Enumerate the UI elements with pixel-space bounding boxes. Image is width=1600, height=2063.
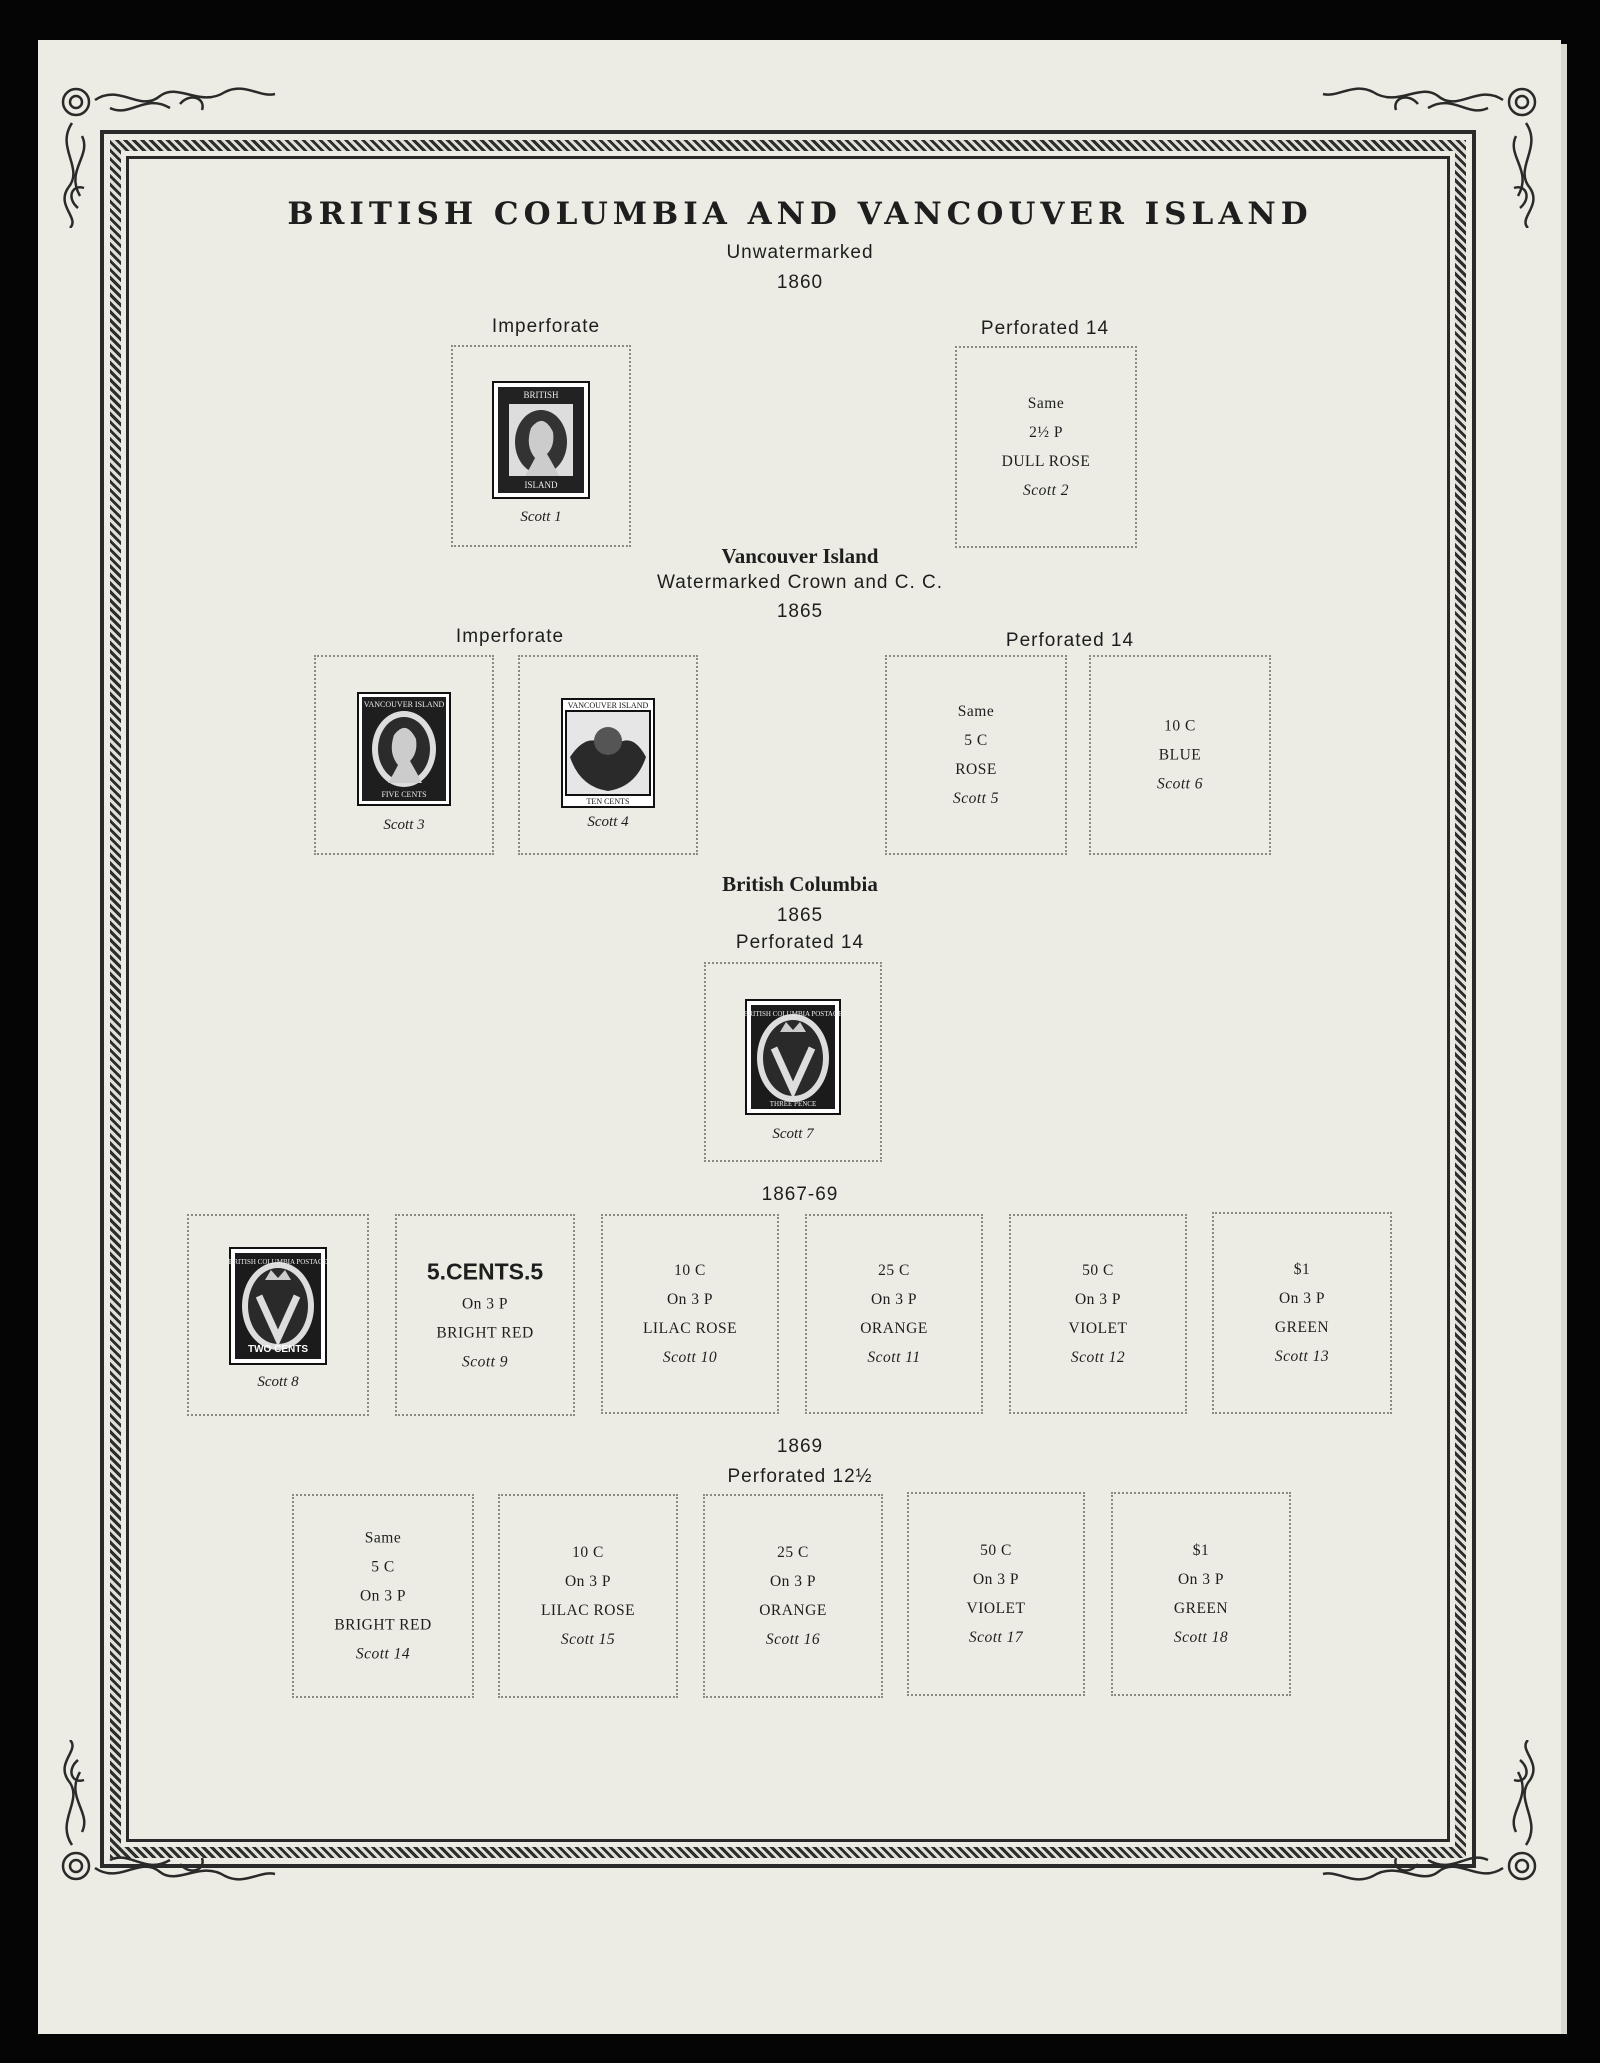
s10-line-2: On 3 P [666,1291,714,1308]
s2-year: 1865 [776,601,824,622]
s13-line-4: Scott 13 [1274,1348,1330,1365]
british-columbia-heading: British Columbia [722,872,878,896]
s16-line-3: ORANGE [759,1602,827,1619]
s6-line-3: Scott 6 [1156,775,1204,793]
s5-label: Perforated 12½ [727,1466,873,1487]
s11-line-4: Scott 11 [867,1349,921,1366]
stamp-space-scott-17[interactable] [907,1492,1085,1696]
s16-line-4: Scott 16 [765,1631,821,1648]
stamp-image-scott-3 [356,691,452,807]
s14-line-1: Same [364,1529,402,1547]
s15-line-3: LILAC ROSE [540,1602,636,1619]
s3-label: Perforated 14 [735,932,865,953]
stamp8-surcharge-text: TWO CENTS [248,1344,308,1355]
s12-line-1: 50 C [1082,1262,1114,1279]
page-title: BRITISH COLUMBIA AND VANCOUVER ISLAND [287,196,1313,232]
stamp-space-scott-8[interactable] [187,1214,369,1416]
s10-line-3: LILAC ROSE [642,1320,738,1337]
stamp-space-scott-10[interactable] [601,1214,779,1414]
s11-line-2: On 3 P [870,1291,918,1308]
caption-scott-1: Scott 1 [520,509,562,525]
s2-line-2: 2½ P [1029,424,1063,441]
s9-line-3: BRIGHT RED [436,1324,534,1342]
s1-left-label: Imperforate [491,316,601,337]
s2-left-label: Imperforate [455,626,565,647]
s17-line-1: 50 C [980,1542,1012,1559]
s11-line-1: 25 C [878,1262,910,1279]
stamp-space-scott-14[interactable] [292,1494,474,1698]
s18-line-1: $1 [1192,1542,1210,1559]
s3-year: 1865 [776,905,824,926]
s17-line-2: On 3 P [972,1571,1020,1588]
s13-line-1: $1 [1293,1261,1311,1278]
s6-line-1: 10 C [1164,717,1196,735]
s18-line-3: GREEN [1173,1600,1229,1617]
s14-line-5: Scott 14 [355,1645,411,1663]
s13-line-3: GREEN [1274,1319,1330,1336]
caption-scott-3: Scott 3 [383,817,425,833]
s18-line-4: Scott 18 [1173,1629,1229,1646]
stamp-space-scott-16[interactable] [703,1494,883,1698]
s4-year: 1867-69 [761,1184,839,1205]
s6-line-2: BLUE [1158,746,1202,764]
s2-line-4: Scott 2 [1022,482,1070,499]
s9-line-4: Scott 9 [461,1353,509,1371]
s13-line-2: On 3 P [1278,1290,1326,1307]
stamp-space-scott-2[interactable] [955,346,1137,548]
s12-line-2: On 3 P [1074,1291,1122,1308]
s10-line-1: 10 C [674,1262,706,1279]
s5-line-4: Scott 5 [952,790,1000,807]
s17-line-3: VIOLET [966,1600,1026,1617]
stamp4-bottom-text: TEN CENTS [586,797,630,806]
caption-scott-8: Scott 8 [257,1374,299,1390]
stamp-space-scott-4[interactable] [518,655,698,855]
s17-line-4: Scott 17 [968,1629,1024,1646]
s16-line-1: 25 C [777,1544,809,1561]
s2-right-label: Perforated 14 [1005,630,1135,651]
stamp-space-scott-6[interactable] [1089,655,1271,855]
s12-line-3: VIOLET [1068,1320,1128,1337]
stamp7-top-text: BRITISH COLUMBIA POSTAGE [744,1010,842,1018]
stamp3-bottom-text: FIVE CENTS [381,790,427,799]
stamp-image-scott-1 [491,380,591,500]
stamp-space-scott-1[interactable] [451,345,631,547]
s18-line-2: On 3 P [1177,1571,1225,1588]
caption-scott-4: Scott 4 [587,814,629,830]
stamp-space-scott-18[interactable] [1111,1492,1291,1696]
stamp-space-scott-15[interactable] [498,1494,678,1698]
s9-line-2: On 3 P [461,1295,509,1313]
s1-right-label: Perforated 14 [980,318,1110,339]
s2-line-1: Same [1027,395,1065,412]
stamp-image-scott-8 [228,1246,328,1366]
page-edge [1561,44,1567,2034]
s15-line-2: On 3 P [564,1573,612,1590]
stamp-space-scott-3[interactable] [314,655,494,855]
ornament-bottom-left-icon [50,1740,280,1890]
s2-line-3: DULL ROSE [1001,453,1091,470]
s14-line-4: BRIGHT RED [334,1616,432,1634]
stamp-image-scott-7 [744,998,842,1116]
s16-line-2: On 3 P [769,1573,817,1590]
s10-line-4: Scott 10 [662,1349,718,1366]
s11-line-3: ORANGE [860,1320,928,1337]
stamp-space-scott-11[interactable] [805,1214,983,1414]
s5-line-3: ROSE [955,761,997,778]
s2-subtitle: Watermarked Crown and C. C. [656,572,944,593]
stamp-space-scott-13[interactable] [1212,1212,1392,1414]
s14-line-3: On 3 P [359,1587,407,1605]
vancouver-island-heading: Vancouver Island [721,544,879,568]
s14-line-2: 5 C [371,1558,395,1576]
s1-subtitle: Unwatermarked [726,242,874,263]
stamp-space-scott-5[interactable] [885,655,1067,855]
s5-line-2: 5 C [964,732,988,749]
stamp8-top-text: BRITISH COLUMBIA POSTAGE [228,1258,328,1266]
stamp-space-scott-7[interactable] [704,962,882,1162]
s5-line-1: Same [957,703,995,720]
caption-scott-7: Scott 7 [772,1126,814,1142]
stamp1-bottom-text: ISLAND [524,480,558,490]
stamp4-top-text: VANCOUVER ISLAND [567,701,649,710]
stamp3-top-text: VANCOUVER ISLAND [363,700,445,709]
s5-year: 1869 [776,1436,824,1457]
s15-line-1: 10 C [572,1544,604,1561]
s12-line-4: Scott 12 [1070,1349,1126,1366]
stamp1-top-text: BRITISH [523,390,559,400]
stamp7-bottom-text: THREE PENCE [769,1100,817,1108]
s15-line-4: Scott 15 [560,1631,616,1648]
stamp-image-scott-4 [560,697,656,809]
stamp-space-scott-12[interactable] [1009,1214,1187,1414]
s9-line-1: 5.CENTS.5 [426,1258,544,1285]
s1-year: 1860 [776,272,824,293]
ornament-bottom-right-icon [1318,1740,1548,1890]
stamp-space-scott-9[interactable] [395,1214,575,1416]
